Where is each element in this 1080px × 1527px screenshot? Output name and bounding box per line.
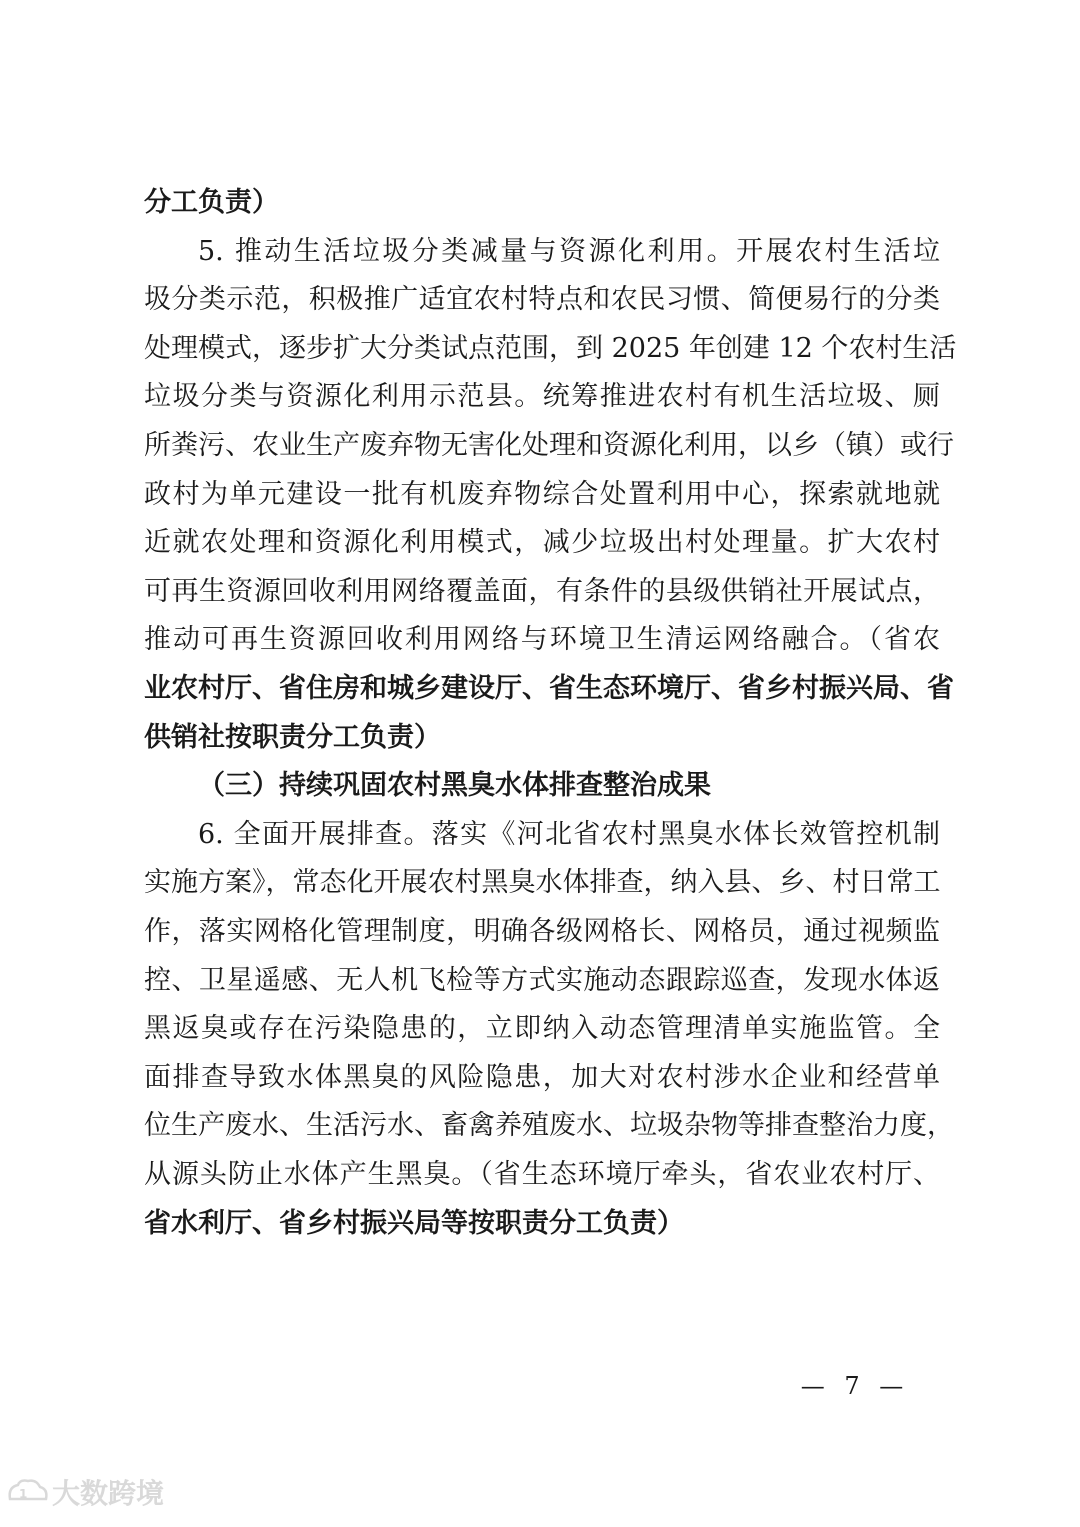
text-line: 处理模式，逐步扩大分类试点范围，到 2025 年创建 12 个农村生活 bbox=[144, 332, 957, 364]
text-line: 所粪污、农业生产废弃物无害化处理和资源化利用，以乡（镇）或行 bbox=[144, 430, 954, 461]
page-number: — 7 — bbox=[800, 1372, 910, 1400]
text-line: 供销社按职责分工负责） bbox=[144, 721, 441, 753]
text-line: 黑返臭或存在污染隐患的，立即纳入动态管理清单实施监管。全 bbox=[144, 1013, 940, 1045]
text-line: 位生产废水、生活污水、畜禽养殖废水、垃圾杂物等排查整治力度， bbox=[144, 1110, 954, 1142]
text-line: 近就农处理和资源化利用模式，减少垃圾出村处理量。扩大农村 bbox=[144, 527, 940, 559]
text-line: 省水利厅、省乡村振兴局等按职责分工负责） bbox=[144, 1207, 684, 1239]
text-line: 5. 推动生活垃圾分类减量与资源化利用。开展农村生活垃 bbox=[198, 235, 940, 267]
text-line: 圾分类示范，积极推广适宜农村特点和农民习惯、简便易行的分类 bbox=[144, 284, 940, 316]
text-line: 业农村厅、省住房和城乡建设厅、省生态环境厅、省乡村振兴局、省 bbox=[144, 673, 954, 704]
text-line: 作，落实网格化管理制度，明确各级网格长、网格员，通过视频监 bbox=[144, 916, 940, 947]
text-line: 实施方案》，常态化开展农村黑臭水体排查，纳入县、乡、村日常工 bbox=[144, 867, 941, 899]
text-line: 面排查导致水体黑臭的风险隐患，加大对农村涉水企业和经营单 bbox=[144, 1061, 940, 1093]
text-line: 控、卫星遥感、无人机飞检等方式实施动态跟踪巡查，发现水体返 bbox=[144, 964, 940, 996]
watermark-badge: 1 bbox=[19, 1487, 28, 1501]
text-line: 分工负责） bbox=[144, 187, 279, 218]
text-line: 垃圾分类与资源化利用示范县。统筹推进农村有机生活垃圾、厕 bbox=[144, 381, 940, 413]
watermark-text: 大数跨境 bbox=[52, 1477, 165, 1510]
text-line: 可再生资源回收利用网络覆盖面，有条件的县级供销社开展试点， bbox=[144, 575, 940, 607]
text-line: 政村为单元建设一批有机废弃物综合处置利用中心，探索就地就 bbox=[144, 478, 940, 510]
text-line: （三）持续巩固农村黑臭水体排查整治成果 bbox=[198, 770, 711, 802]
watermark bbox=[6, 1468, 164, 1516]
watermark-logo-icon bbox=[6, 1477, 50, 1507]
text-line: 推动可再生资源回收利用网络与环境卫生清运网络融合。（省农 bbox=[144, 624, 940, 656]
text-line: 6. 全面开展排查。落实《河北省农村黑臭水体长效管控机制 bbox=[198, 818, 940, 850]
text-line: 从源头防止水体产生黑臭。（省生态环境厅牵头，省农业农村厅、 bbox=[144, 1159, 940, 1190]
